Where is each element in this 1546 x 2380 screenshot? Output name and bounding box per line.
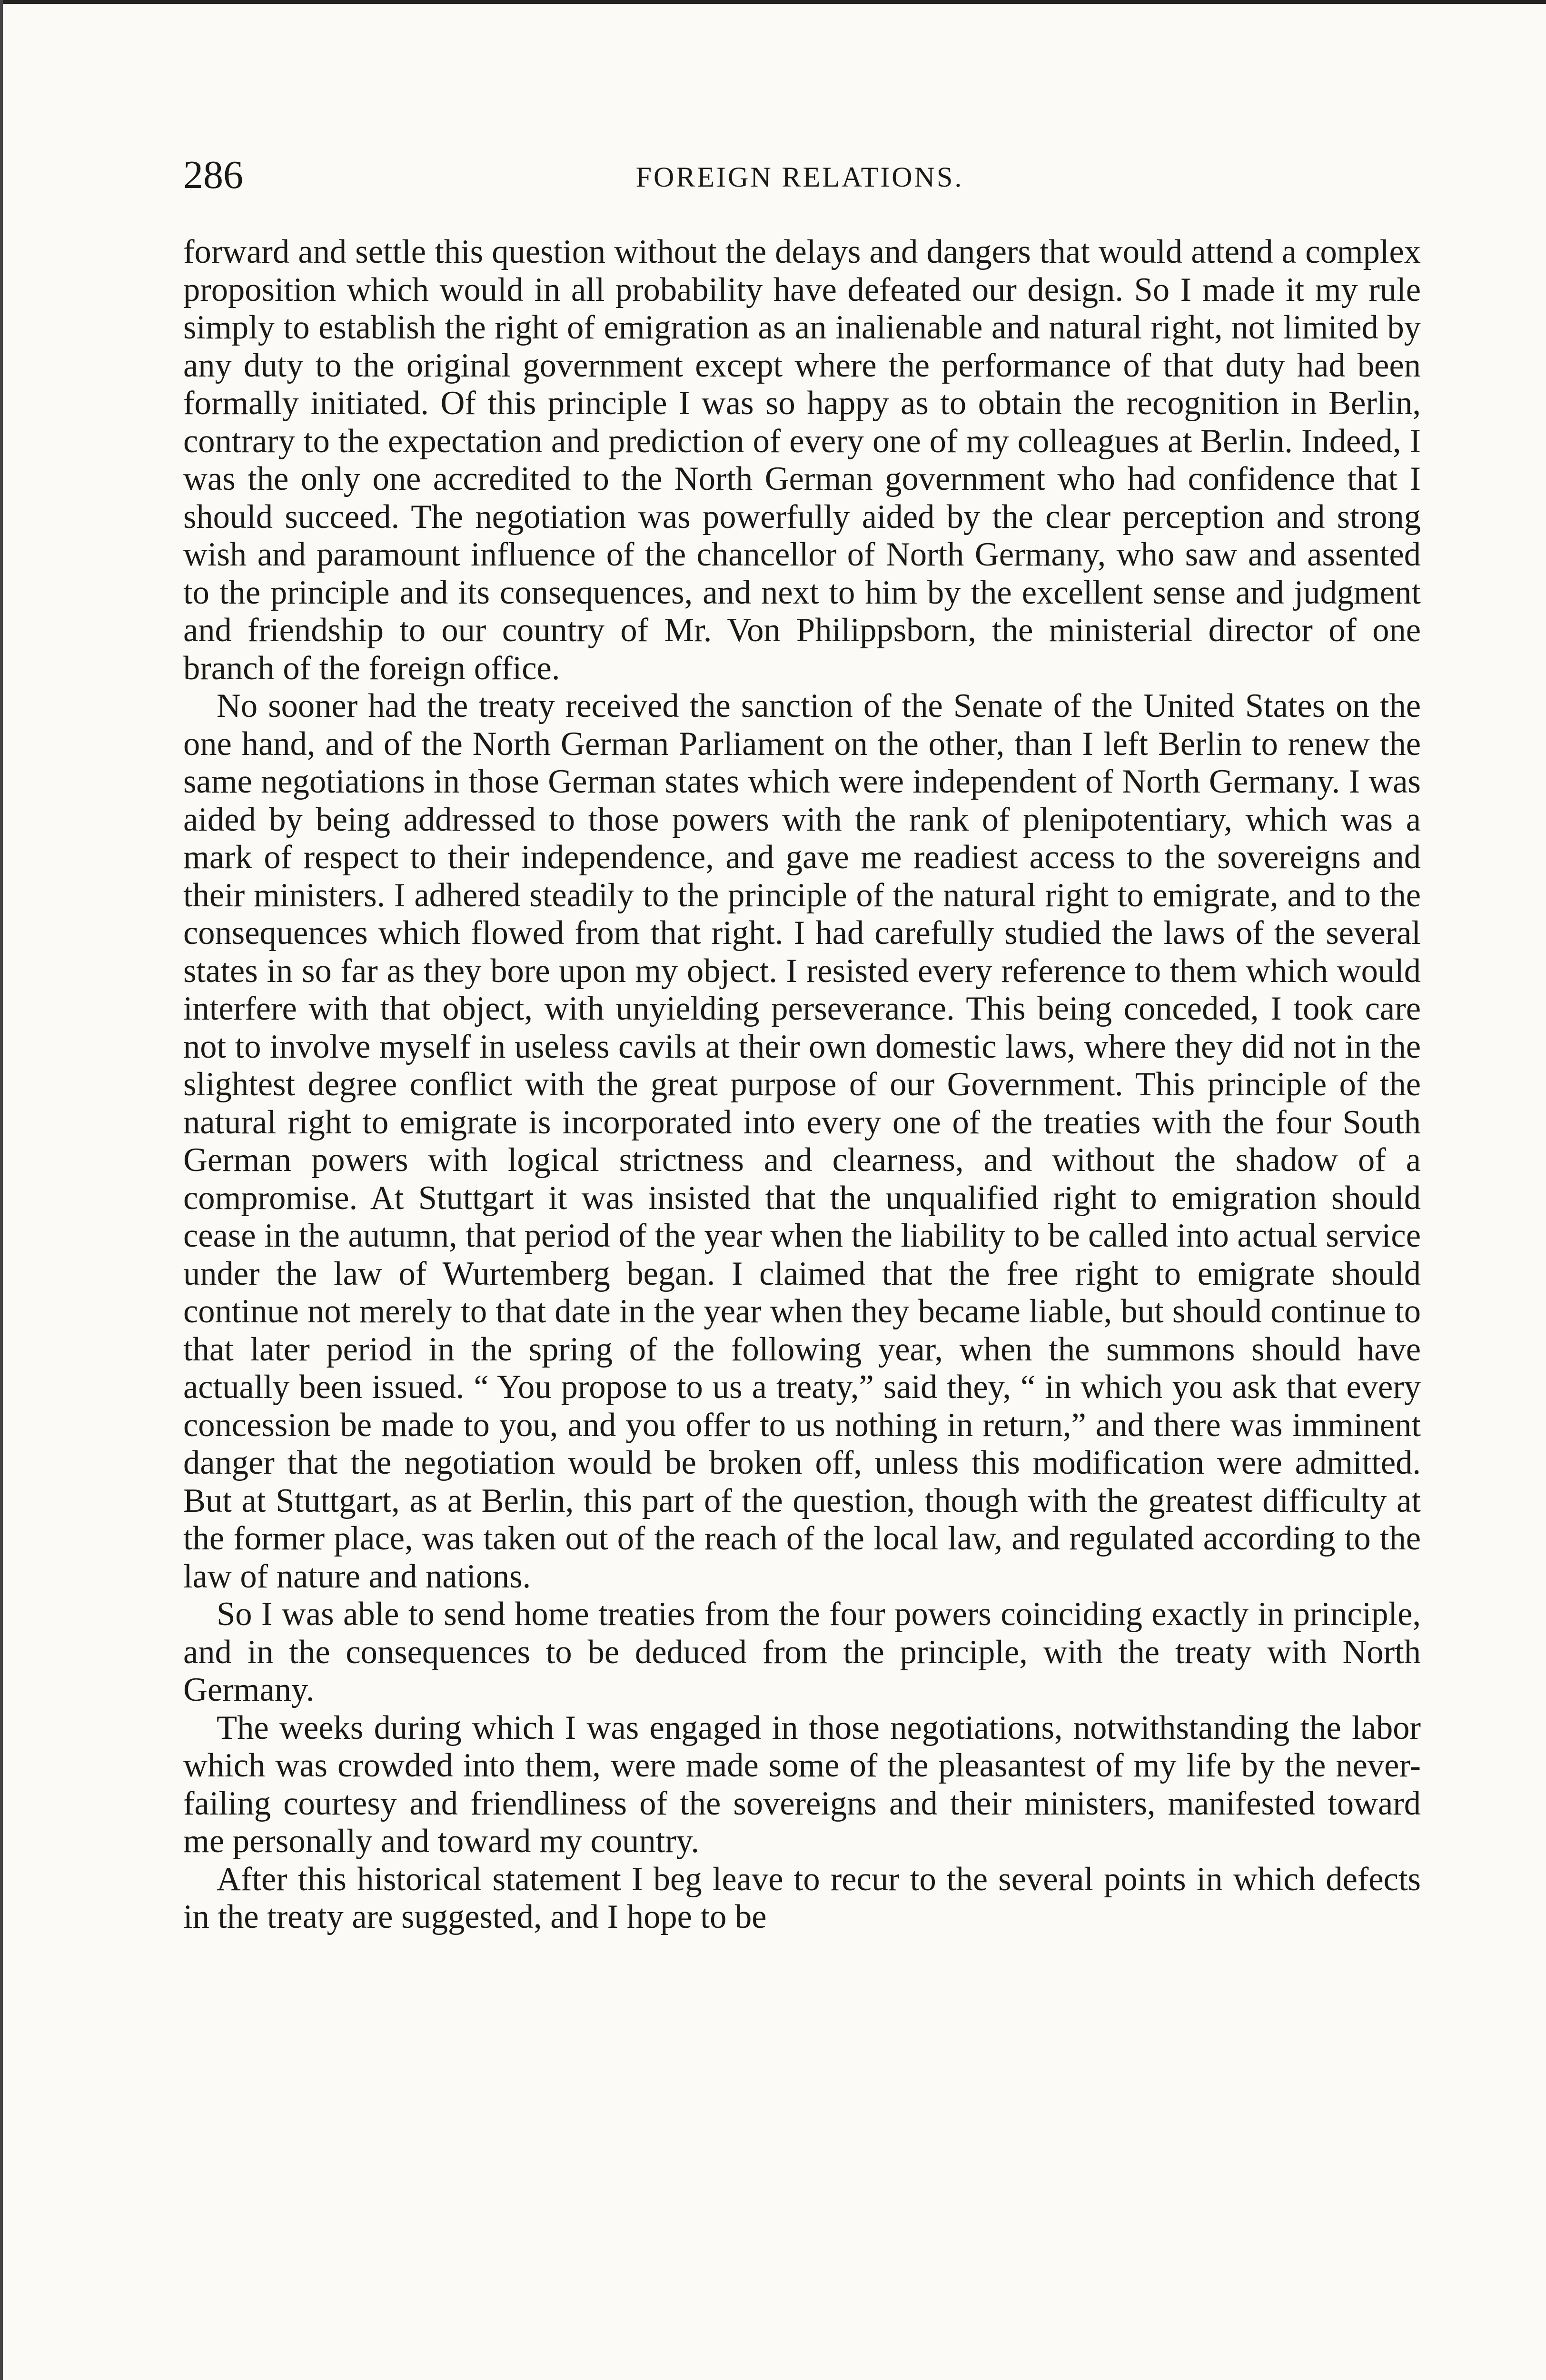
page-top-edge <box>0 0 1546 4</box>
page-left-edge <box>0 0 3 2380</box>
paragraph-continuation: forward and settle this question without the delays and dangers that would attend a complex proposition which would in all probability have defeated our design. So I made it my rule simply to establish the right of emigration as an inalienable and natural right, not limited by any duty to the original government except where the performance of that duty had been formally initiated. Of this principle I was so happy as to obtain the recognition in Berlin, contrary to the expectation and prediction of every one of my colleagues at Berlin. Indeed, I was the only one accredited to the North German government who had confidence that I should succeed. The negotiation was powerfully aided by the clear perception and strong wish and paramount influence of the chancellor of North Germany, who saw and assented to the principle and its consequences, and next to him by the excellent sense and judgment and friendship to our country of Mr. Von Philippsborn, the ministerial director of one branch of the foreign office. <box>183 233 1421 687</box>
paragraph-historical-statement: After this historical statement I beg leave to recur to the several points in which defects in the treaty are suggested, and I hope to be <box>183 1860 1421 1935</box>
page-header <box>183 151 1416 204</box>
page-number: 286 <box>183 153 243 197</box>
paragraph-treaties-sent-home: So I was able to send home treaties from the four powers coinciding exactly in principle, and in the consequences to be deduced from the principle, with the treaty with North Germany. <box>183 1596 1421 1708</box>
paragraph-south-german-treaties: No sooner had the treaty received the sanction of the Senate of the United States on the one hand, and of the North German Parliament on the other, than I left Berlin to renew the same negotiations in those German states which were independent of North Germany. I was aided by being addressed to those powers with the rank of plenipotentiary, which was a mark of respect to their independence, and gave me readiest access to the sovereigns and their ministers. I adhered steadily to the principle of the natural right to emigrate, and to the consequences which flowed from that right. I had carefully studied the laws of the several states in so far as they bore upon my object. I resisted every reference to them which would interfere with that object, with unyielding perseverance. This being conceded, I took care not to involve myself in useless cavils at their own domestic laws, where they did not in the slightest degree conflict with the great purpose of our Government. This principle of the natural right to emigrate is incorporated into every one of the treaties with the four South German powers with logical strictness and clearness, and without the shadow of a compromise. At Stuttgart it was insisted that the unqualified right to emigration should cease in the autumn, that period of the year when the liability to be called into actual service under the law of Wurtemberg began. I claimed that the free right to emigrate should continue not merely to that date in the year when they became liable, but should continue to that later period in the spring of the following year, when the summons should have actually been issued. “ You propose to us a treaty,” said they, “ in which you ask that every concession be made to you, and you offer to us nothing in return,” and there was imminent danger that the negotiation would be broken off, unless this modification were admitted. But at Stuttgart, as at Berlin, this part of the question, though with the greatest difficulty at the former place, was taken out of the reach of the local law, and regulated according to the law of nature and nations. <box>183 687 1421 1595</box>
paragraph-negotiation-weeks: The weeks during which I was engaged in those negotiations, notwithstanding the labor which was crowded into them, were made some of the pleasantest of my life by the never-failing courtesy and friendliness of the sovereigns and their ministers, manifested toward me personally and toward my country. <box>183 1709 1421 1860</box>
body-text <box>183 233 1421 1936</box>
running-head: FOREIGN RELATIONS. <box>635 161 964 193</box>
